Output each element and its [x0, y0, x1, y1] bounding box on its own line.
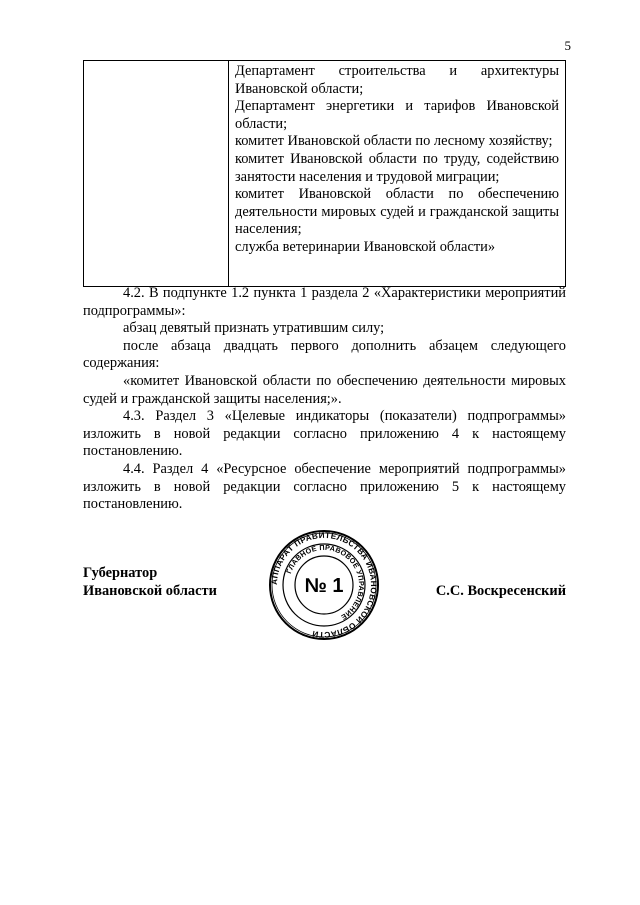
table-right-cell: [235, 63, 559, 257]
paragraph-4-2: 4.2. В подпункте 1.2 пункта 1 раздела 2 «Характеристики мероприятий подпрограммы»:: [83, 285, 566, 319]
list-item: Департамент энергетики и тарифов Ивановской области;: [235, 98, 559, 132]
table-left-cell: [84, 61, 229, 286]
seal-center-text: № 1: [304, 575, 344, 597]
signatory-name: С.С. Воскресенский: [435, 583, 566, 599]
list-item: комитет Ивановской области по лесному хозяйству;: [235, 133, 553, 150]
signatory-title: [83, 564, 217, 600]
paragraph: после абзаца двадцать первого дополнить абзацем следующего содержания:: [83, 337, 566, 372]
seal-outer-text: АППАРАТ ПРАВИТЕЛЬСТВА ИВАНОВСКОЙ ОБЛАСТИ: [269, 530, 379, 640]
list-item: комитет Ивановской области по обеспечению деятельности мировых судей и гражданской защиты населения;: [235, 186, 559, 238]
paragraph: абзац девятый признать утратившим силу;: [123, 320, 385, 337]
page-number: 5: [564, 38, 571, 53]
signatory-title-line1: Губернатор: [83, 565, 158, 581]
document-body: [83, 285, 566, 514]
official-seal-icon: [268, 529, 380, 641]
paragraph-4-3: 4.3. Раздел 3 «Целевые индикаторы (показатели) подпрограммы» изложить в новой редакции согласно приложению 4 к настоящему постановлению.: [83, 408, 566, 460]
list-item: служба ветеринарии Ивановской области»: [235, 238, 496, 255]
paragraph-4-4: 4.4. Раздел 4 «Ресурсное обеспечение мероприятий подпрограммы» изложить в новой редакции согласно приложению 5 к настоящему постановлению.: [83, 460, 566, 513]
responsible-bodies-table: [83, 60, 566, 287]
seal-inner-text: ГЛАВНОЕ ПРАВОВОЕ УПРАВЛЕНИЕ: [284, 542, 367, 622]
list-item: Департамент строительства и архитектуры Ивановской области;: [235, 63, 559, 97]
paragraph: «комитет Ивановской области по обеспечению деятельности мировых судей и гражданской защиты населения;».: [83, 372, 566, 407]
signatory-title-line2: Ивановской области: [83, 583, 217, 599]
list-item: комитет Ивановской области по труду, содействию занятости населения и трудовой миграции;: [235, 150, 559, 185]
